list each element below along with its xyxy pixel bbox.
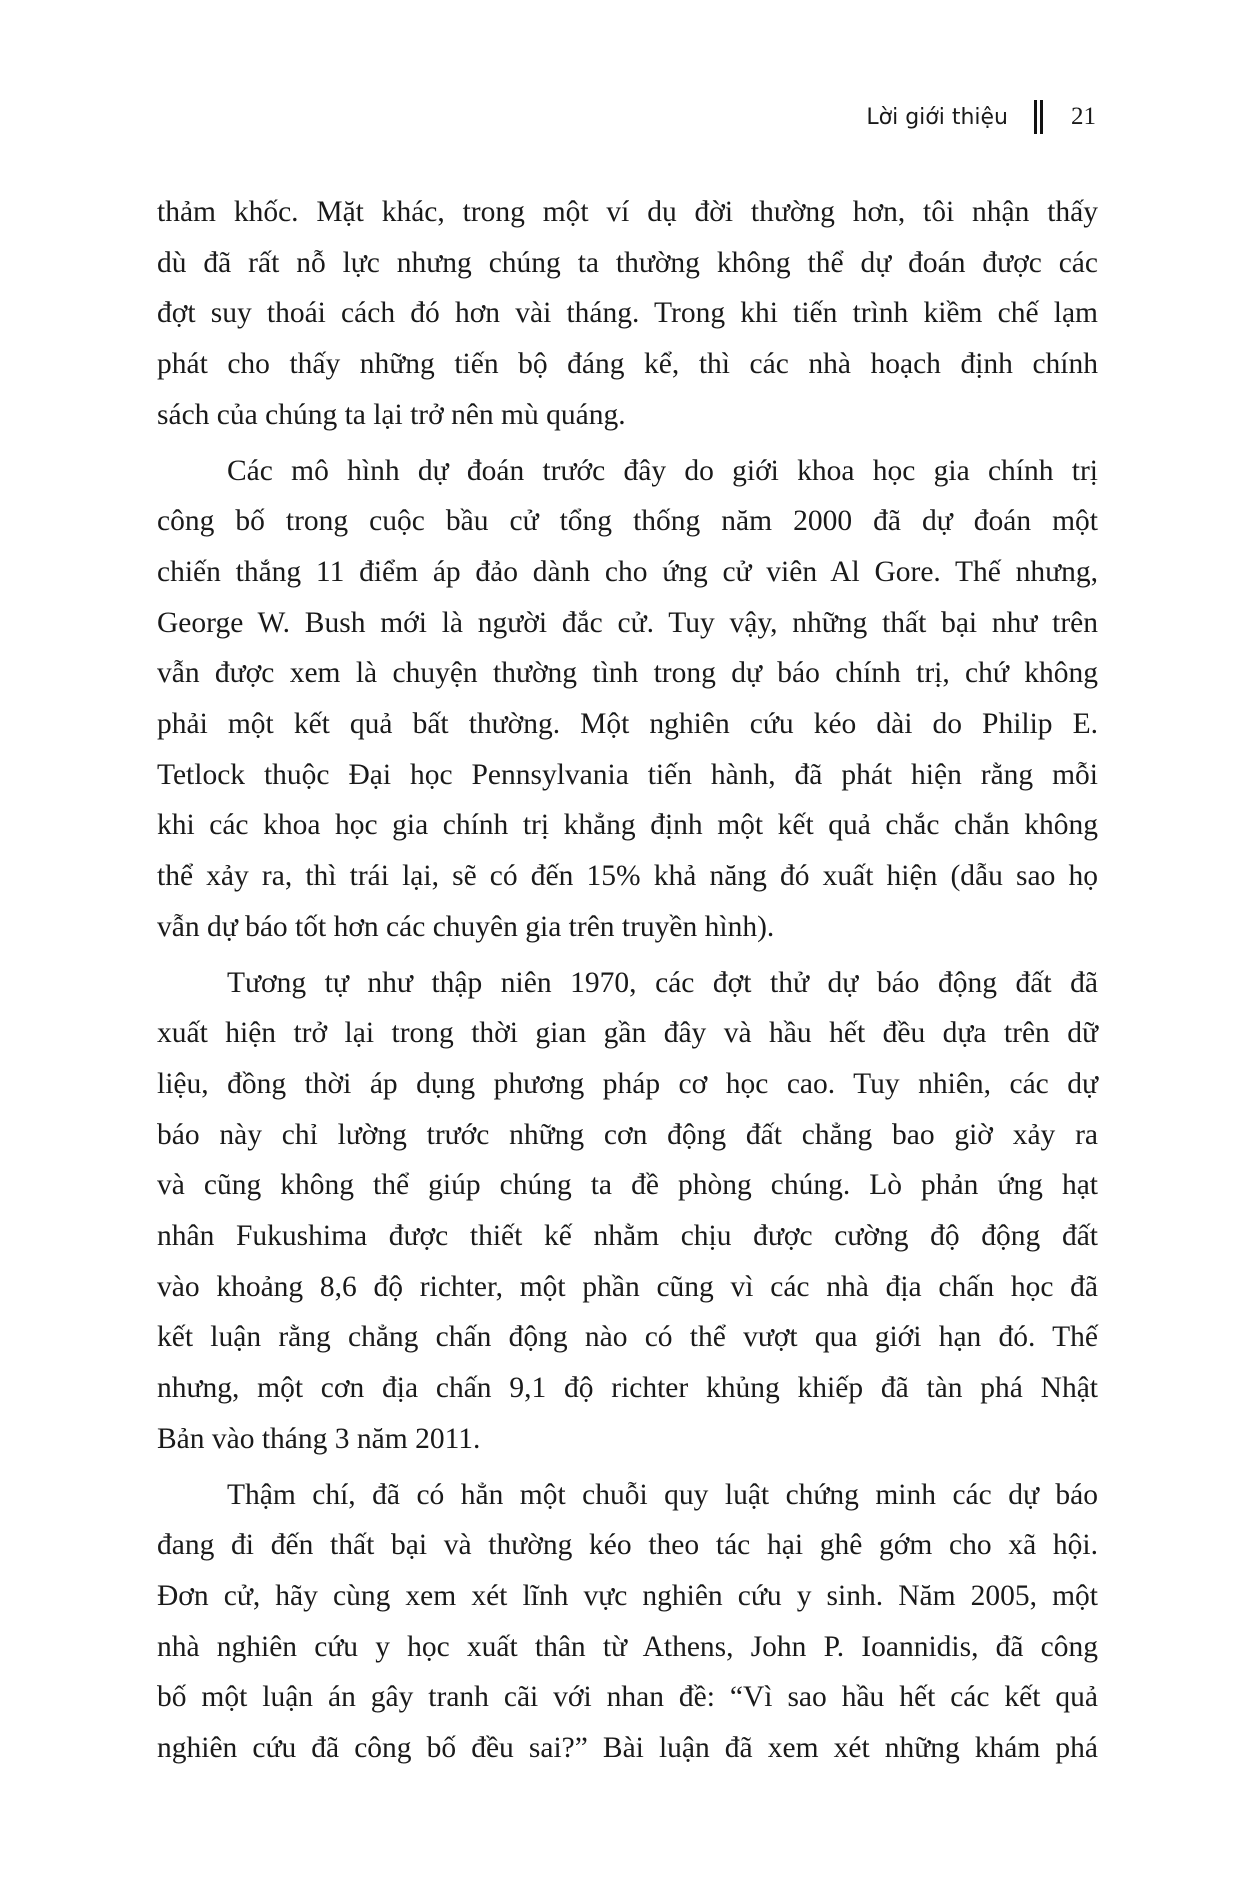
running-header xyxy=(866,100,1096,134)
text-line: Các mô hình dự đoán trước đây do giới khoa học gia chính trị xyxy=(227,454,1098,487)
page-number: 21 xyxy=(1071,103,1096,130)
text-line: George W. Bush mới là người đắc cử. Tuy vậy, những thất bại như trên xyxy=(157,606,1098,639)
text-line: phát cho thấy những tiến bộ đáng kể, thì các nhà hoạch định chính xyxy=(157,348,1098,381)
text-line: vẫn được xem là chuyện thường tình trong dự báo chính trị, chứ không xyxy=(157,657,1098,690)
paragraph xyxy=(157,446,1098,953)
section-title: Lời giới thiệu xyxy=(866,104,1008,130)
text-line: đang đi đến thất bại và thường kéo theo tác hại ghê gớm cho xã hội. xyxy=(157,1529,1098,1562)
text-line: Tương tự như thập niên 1970, các đợt thử dự báo động đất đã xyxy=(227,966,1098,999)
text-line: Tetlock thuộc Đại học Pennsylvania tiến hành, đã phát hiện rằng mỗi xyxy=(157,758,1098,791)
text-line: thể xảy ra, thì trái lại, sẽ có đến 15% khả năng đó xuất hiện (dẫu sao họ xyxy=(157,860,1098,893)
text-line: bố một luận án gây tranh cãi với nhan đề: “Vì sao hầu hết các kết quả xyxy=(157,1681,1098,1714)
text-line: dù đã rất nỗ lực nhưng chúng ta thường không thể dự đoán được các xyxy=(157,246,1098,279)
text-line: xuất hiện trở lại trong thời gian gần đây và hầu hết đều dựa trên dữ xyxy=(157,1017,1098,1050)
text-line: đợt suy thoái cách đó hơn vài tháng. Trong khi tiến trình kiềm chế lạm xyxy=(157,297,1098,330)
text-line: báo này chỉ lường trước những cơn động đất chẳng bao giờ xảy ra xyxy=(157,1118,1098,1151)
text-line: kết luận rằng chẳng chấn động nào có thể vượt qua giới hạn đó. Thế xyxy=(157,1321,1098,1354)
body-text xyxy=(157,187,1098,1779)
paragraph xyxy=(157,958,1098,1465)
paragraph xyxy=(157,1470,1098,1774)
text-line: Đơn cử, hãy cùng xem xét lĩnh vực nghiên cứu y sinh. Năm 2005, một xyxy=(157,1579,1098,1612)
text-line: vẫn dự báo tốt hơn các chuyên gia trên truyền hình). xyxy=(157,910,775,943)
text-line: và cũng không thể giúp chúng ta đề phòng chúng. Lò phản ứng hạt xyxy=(157,1169,1098,1202)
text-line: Bản vào tháng 3 năm 2011. xyxy=(157,1422,481,1455)
text-line: công bố trong cuộc bầu cử tổng thống năm 2000 đã dự đoán một xyxy=(157,505,1098,538)
text-line: nghiên cứu đã công bố đều sai?” Bài luận đã xem xét những khám phá xyxy=(157,1732,1098,1765)
text-line: nhưng, một cơn địa chấn 9,1 độ richter khủng khiếp đã tàn phá Nhật xyxy=(157,1372,1098,1405)
text-line: khi các khoa học gia chính trị khẳng định một kết quả chắc chắn không xyxy=(157,809,1098,842)
paragraph xyxy=(157,187,1098,441)
text-line: chiến thắng 11 điểm áp đảo dành cho ứng cử viên Al Gore. Thế nhưng, xyxy=(157,555,1098,588)
text-line: liệu, đồng thời áp dụng phương pháp cơ học cao. Tuy nhiên, các dự xyxy=(157,1067,1098,1100)
text-line: Thậm chí, đã có hẳn một chuỗi quy luật chứng minh các dự báo xyxy=(227,1478,1098,1511)
text-line: vào khoảng 8,6 độ richter, một phần cũng vì các nhà địa chấn học đã xyxy=(157,1270,1098,1303)
text-line: nhân Fukushima được thiết kế nhằm chịu được cường độ động đất xyxy=(157,1220,1098,1253)
text-line: phải một kết quả bất thường. Một nghiên cứu kéo dài do Philip E. xyxy=(157,708,1098,741)
double-bar-divider xyxy=(1034,100,1043,134)
text-line: sách của chúng ta lại trở nên mù quáng. xyxy=(157,398,626,431)
text-line: nhà nghiên cứu y học xuất thân từ Athens, John P. Ioannidis, đã công xyxy=(157,1630,1098,1663)
text-line: thảm khốc. Mặt khác, trong một ví dụ đời thường hơn, tôi nhận thấy xyxy=(157,196,1098,228)
